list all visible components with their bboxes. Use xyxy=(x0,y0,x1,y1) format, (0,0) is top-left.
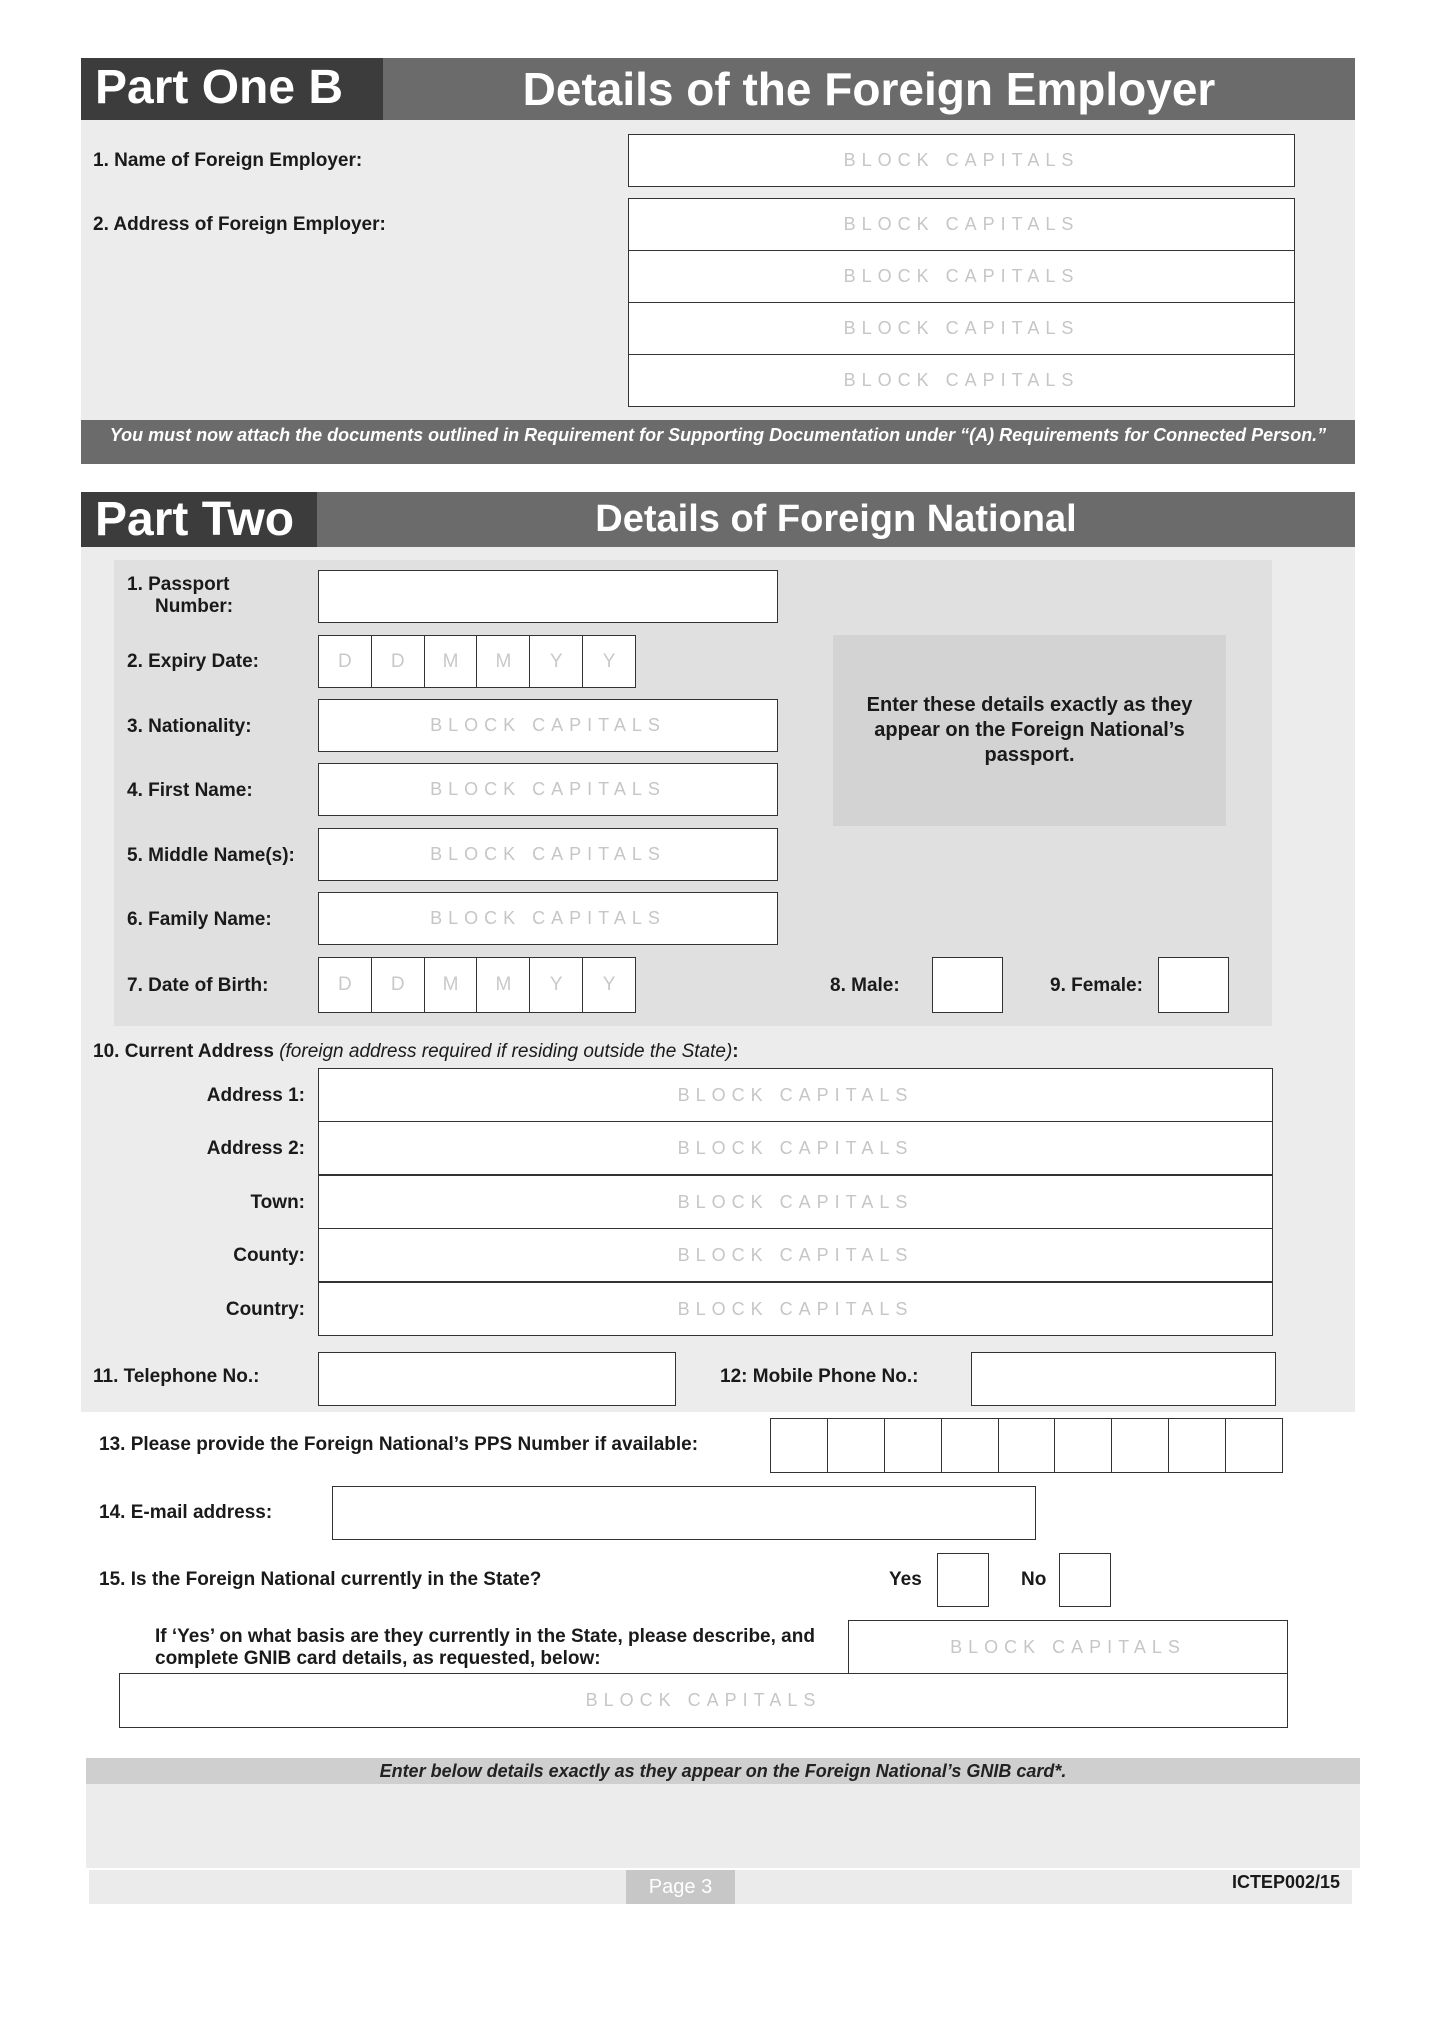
female-checkbox[interactable] xyxy=(1158,957,1229,1013)
expiry-date-label: 2. Expiry Date: xyxy=(127,651,259,672)
mobile-phone-field[interactable] xyxy=(971,1352,1276,1406)
current-address-title: 10. Current Address xyxy=(93,1041,274,1062)
placeholder: BLOCK CAPITALS xyxy=(430,908,666,928)
passport-label-line2: Number: xyxy=(155,596,234,617)
first-name-field[interactable] xyxy=(318,763,778,816)
placeholder: BLOCK CAPITALS xyxy=(950,1636,1186,1657)
date-cell-day[interactable]: D xyxy=(319,958,372,1012)
placeholder: BLOCK CAPITALS xyxy=(677,1084,914,1105)
no-checkbox[interactable] xyxy=(1059,1553,1111,1607)
yes-checkbox[interactable] xyxy=(937,1553,989,1607)
date-cell-month[interactable]: M xyxy=(425,636,478,687)
first-name-label: 4. First Name: xyxy=(127,780,253,801)
passport-number-field[interactable] xyxy=(318,570,778,623)
pps-cell[interactable] xyxy=(771,1419,828,1472)
date-of-birth-label: 7. Date of Birth: xyxy=(127,975,269,996)
placeholder: BLOCK CAPITALS xyxy=(430,715,666,735)
date-cell-month[interactable]: M xyxy=(425,958,478,1012)
part-one-b-tag: Part One B xyxy=(81,58,383,120)
if-yes-line-2: complete GNIB card details, as requested, below: xyxy=(155,1648,601,1669)
pps-cell[interactable] xyxy=(1112,1419,1169,1472)
family-name-field[interactable] xyxy=(318,892,778,945)
placeholder: BLOCK CAPITALS xyxy=(585,1690,822,1710)
pps-number-field[interactable] xyxy=(770,1418,1283,1473)
gnib-note: Enter below details exactly as they appear on the Foreign National’s GNIB card*. xyxy=(86,1758,1360,1784)
expiry-date-field[interactable] xyxy=(318,635,636,688)
gnib-panel xyxy=(86,1784,1360,1868)
telephone-field[interactable] xyxy=(318,1352,676,1406)
date-cell-month[interactable]: M xyxy=(477,636,530,687)
county-label: County: xyxy=(233,1245,305,1266)
date-of-birth-field[interactable] xyxy=(318,957,636,1013)
part-two-tag: Part Two xyxy=(81,492,317,547)
email-field[interactable] xyxy=(332,1486,1036,1540)
employer-address-line-2[interactable] xyxy=(628,250,1295,303)
placeholder: BLOCK CAPITALS xyxy=(843,266,1080,286)
pps-cell[interactable] xyxy=(1226,1419,1282,1472)
mobile-phone-label: 12: Mobile Phone No.: xyxy=(720,1366,919,1387)
date-cell-day[interactable]: D xyxy=(372,958,425,1012)
address-2-field[interactable] xyxy=(318,1121,1273,1175)
passport-number-label xyxy=(127,574,233,618)
part-two-header xyxy=(81,492,1355,547)
nationality-label: 3. Nationality: xyxy=(127,716,252,737)
form-code: ICTEP002/15 xyxy=(1231,1872,1340,1892)
pps-cell[interactable] xyxy=(828,1419,885,1472)
placeholder: BLOCK CAPITALS xyxy=(677,1244,914,1265)
employer-name-label: 1. Name of Foreign Employer: xyxy=(93,150,363,171)
yes-label: Yes xyxy=(889,1569,922,1590)
date-cell-year[interactable]: Y xyxy=(602,650,616,672)
passport-label-line1: 1. Passport xyxy=(127,574,230,595)
part-one-b-header xyxy=(81,58,1355,120)
family-name-label: 6. Family Name: xyxy=(127,909,272,930)
nationality-field[interactable] xyxy=(318,699,778,752)
date-cell-year[interactable]: Y xyxy=(530,636,583,687)
pps-cell[interactable] xyxy=(1169,1419,1226,1472)
placeholder: BLOCK CAPITALS xyxy=(677,1298,914,1319)
town-label: Town: xyxy=(250,1192,305,1213)
current-address-colon: : xyxy=(732,1041,739,1062)
passport-note: Enter these details exactly as they appear on the Foreign National’s passport. xyxy=(866,694,1193,766)
placeholder: BLOCK CAPITALS xyxy=(843,370,1080,390)
pps-cell[interactable] xyxy=(999,1419,1056,1472)
page-number: Page 3 xyxy=(626,1870,735,1904)
pps-cell[interactable] xyxy=(885,1419,942,1472)
date-cell-month[interactable]: M xyxy=(477,958,530,1012)
country-field[interactable] xyxy=(318,1282,1273,1336)
no-label: No xyxy=(1021,1569,1047,1590)
passport-note-box xyxy=(833,635,1226,826)
employer-address-label: 2. Address of Foreign Employer: xyxy=(93,214,386,235)
part-two-title: Details of Foreign National xyxy=(595,498,1077,540)
current-address-hint: (foreign address required if residing outside the State) xyxy=(279,1041,733,1062)
town-field[interactable] xyxy=(318,1175,1273,1229)
if-yes-line-1: If ‘Yes’ on what basis are they currently in the State, please describe, and xyxy=(155,1626,815,1647)
placeholder: BLOCK CAPITALS xyxy=(677,1191,914,1212)
employer-address-line-3[interactable] xyxy=(628,302,1295,355)
pps-cell[interactable] xyxy=(942,1419,999,1472)
in-state-label: 15. Is the Foreign National currently in the State? xyxy=(99,1569,542,1590)
placeholder: BLOCK CAPITALS xyxy=(430,844,666,864)
attach-documents-note: You must now attach the documents outlined in Requirement for Supporting Documentation under “(A) Requirements for Connected Person.” xyxy=(81,420,1355,464)
male-checkbox[interactable] xyxy=(932,957,1003,1013)
telephone-label: 11. Telephone No.: xyxy=(93,1366,260,1387)
employer-address-line-4[interactable] xyxy=(628,354,1295,407)
placeholder: BLOCK CAPITALS xyxy=(430,779,666,799)
middle-name-field[interactable] xyxy=(318,828,778,881)
state-basis-field[interactable] xyxy=(848,1620,1288,1674)
female-label: 9. Female: xyxy=(1050,975,1143,996)
placeholder: BLOCK CAPITALS xyxy=(843,318,1080,338)
if-yes-instructions xyxy=(155,1626,815,1670)
address-1-label: Address 1: xyxy=(206,1085,305,1106)
male-label: 8. Male: xyxy=(830,975,900,996)
address-2-label: Address 2: xyxy=(206,1138,305,1159)
employer-name-field[interactable] xyxy=(628,134,1295,187)
placeholder: BLOCK CAPITALS xyxy=(843,214,1080,234)
email-label: 14. E-mail address: xyxy=(99,1502,273,1523)
pps-number-label: 13. Please provide the Foreign National’s PPS Number if available: xyxy=(99,1434,699,1455)
date-cell-day[interactable]: D xyxy=(319,636,372,687)
current-address-label xyxy=(93,1041,739,1063)
employer-address-line-1[interactable] xyxy=(628,198,1295,251)
placeholder: BLOCK CAPITALS xyxy=(843,150,1080,170)
address-1-field[interactable] xyxy=(318,1068,1273,1122)
date-cell-year[interactable]: Y xyxy=(530,958,583,1012)
county-field[interactable] xyxy=(318,1228,1273,1282)
state-basis-description-field[interactable] xyxy=(119,1673,1288,1728)
date-cell-year[interactable]: Y xyxy=(602,974,616,995)
part-one-b-title: Details of the Foreign Employer xyxy=(522,63,1216,115)
placeholder: BLOCK CAPITALS xyxy=(677,1137,914,1158)
date-cell-day[interactable]: D xyxy=(372,636,425,687)
middle-name-label: 5. Middle Name(s): xyxy=(127,845,295,866)
pps-cell[interactable] xyxy=(1055,1419,1112,1472)
country-label: Country: xyxy=(225,1299,305,1320)
